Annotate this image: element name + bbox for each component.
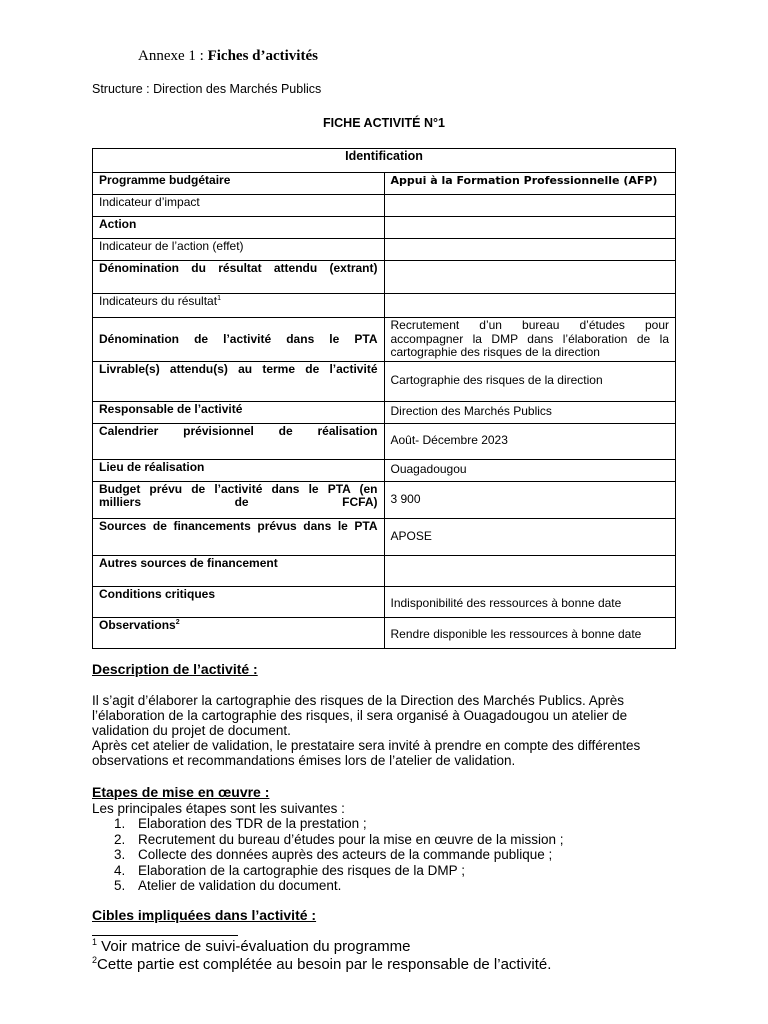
list-item xyxy=(92,878,676,894)
row-value-indicateur-action xyxy=(384,239,676,261)
step-number: 4. xyxy=(114,862,126,878)
row-value-denomination-activite: Recrutement d’un bureau d’études pour accompagner la DMP dans l’élaboration de la cartographie des risques de la direction xyxy=(384,318,676,362)
row-label-sources: Sources de financements prévus dans le PTA xyxy=(93,518,385,555)
steps-title: Etapes de mise en œuvre : xyxy=(92,784,270,800)
list-item xyxy=(92,863,676,879)
row-label-observations xyxy=(93,617,385,648)
row-value-indicateurs-resultat xyxy=(384,294,676,318)
footnote-separator xyxy=(92,935,238,936)
indicateurs-resultat-text: Indicateurs du résultat xyxy=(99,294,218,308)
row-value-lieu: Ouagadougou xyxy=(384,459,676,481)
row-label-livrables: Livrable(s) attendu(s) au terme de l’activité xyxy=(93,361,385,401)
row-label-lieu: Lieu de réalisation xyxy=(93,459,385,481)
footnote-2 xyxy=(92,956,551,973)
description-paragraph-1: Il s’agit d’élaborer la cartographie des risques de la Direction des Marchés Publics. Après l’élaboration de la cartographie des risques, il sera organisé à Ouagadougou un atelier de validation du projet de document. xyxy=(92,693,628,738)
row-value-conditions: Indisponibilité des ressources à bonne date xyxy=(384,586,676,617)
step-number: 1. xyxy=(114,816,126,831)
fiche-title: FICHE ACTIVITÉ N°1 xyxy=(323,116,445,130)
row-label-denomination-activite: Dénomination de l’activité dans le PTA xyxy=(93,318,385,362)
observations-text: Observations xyxy=(99,617,176,632)
step-number: 5. xyxy=(114,878,126,893)
row-label-action: Action xyxy=(93,217,385,239)
description-title: Description de l’activité : xyxy=(92,661,258,677)
identification-table xyxy=(92,148,676,649)
footnote-mark: 2 xyxy=(92,955,98,965)
step-text: Collecte des données auprès des acteurs de la commande publique ; xyxy=(138,847,553,862)
row-label-resultat: Dénomination du résultat attendu (extrant) xyxy=(93,261,385,294)
row-value-sources: APOSE xyxy=(384,518,676,555)
step-number: 2. xyxy=(114,831,126,847)
step-text: Elaboration des TDR de la prestation ; xyxy=(138,816,367,831)
row-label-indicateurs-resultat xyxy=(93,294,385,318)
footnote-text: Voir matrice de suivi-évaluation du programme xyxy=(97,938,411,955)
footnote-text: Cette partie est complétée au besoin par le responsable de l’activité. xyxy=(97,956,552,973)
row-value-responsable: Direction des Marchés Publics xyxy=(384,401,676,423)
row-value-resultat xyxy=(384,261,676,294)
table-header: Identification xyxy=(93,149,676,173)
annex-prefix: Annexe 1 : xyxy=(138,48,208,64)
row-label-budget: Budget prévu de l’activité dans le PTA (en milliers de FCFA) xyxy=(93,481,385,518)
row-value-livrables: Cartographie des risques de la direction xyxy=(384,361,676,401)
steps-intro: Les principales étapes sont les suivantes : xyxy=(92,801,345,816)
steps-list xyxy=(92,816,676,894)
row-label-indicateur-action: Indicateur de l’action (effet) xyxy=(93,239,385,261)
step-text: Atelier de validation du document. xyxy=(138,878,342,893)
footnote-1 xyxy=(92,938,411,955)
footnote-ref-1: 1 xyxy=(217,295,221,302)
row-label-programme: Programme budgétaire xyxy=(93,173,385,195)
row-label-calendrier: Calendrier prévisionnel de réalisation xyxy=(93,423,385,459)
row-value-action xyxy=(384,217,676,239)
list-item xyxy=(92,847,676,863)
step-text: Elaboration de la cartographie des risques de la DMP ; xyxy=(138,862,465,878)
description-paragraph-2: Après cet atelier de validation, le prestataire sera invité à prendre en compte des différentes observations et recommandations émises lors de l’atelier de validation. xyxy=(92,738,641,768)
annex-title: Fiches d’activités xyxy=(207,48,318,64)
row-label-autres-sources: Autres sources de financement xyxy=(93,555,385,586)
structure-line: Structure : Direction des Marchés Publics xyxy=(92,82,322,96)
row-value-calendrier: Août- Décembre 2023 xyxy=(384,423,676,459)
row-label-indicateur-impact: Indicateur d’impact xyxy=(93,195,385,217)
row-value-observations: Rendre disponible les ressources à bonne date xyxy=(384,617,676,648)
row-value-programme: Appui à la Formation Professionnelle (AFP) xyxy=(384,173,676,195)
row-label-responsable: Responsable de l’activité xyxy=(93,401,385,423)
list-item xyxy=(92,832,676,848)
row-value-indicateur-impact xyxy=(384,195,676,217)
step-number: 3. xyxy=(114,847,126,862)
row-value-autres-sources xyxy=(384,555,676,586)
list-item xyxy=(92,816,676,832)
row-label-conditions: Conditions critiques xyxy=(93,586,385,617)
footnote-ref-2: 2 xyxy=(175,618,180,626)
targets-title: Cibles impliquées dans l’activité : xyxy=(92,907,317,923)
row-value-budget: 3 900 xyxy=(384,481,676,518)
footnote-mark: 1 xyxy=(92,937,98,947)
step-text: Recrutement du bureau d’études pour la mise en œuvre de la mission ; xyxy=(138,831,564,847)
annex-heading xyxy=(138,48,318,65)
